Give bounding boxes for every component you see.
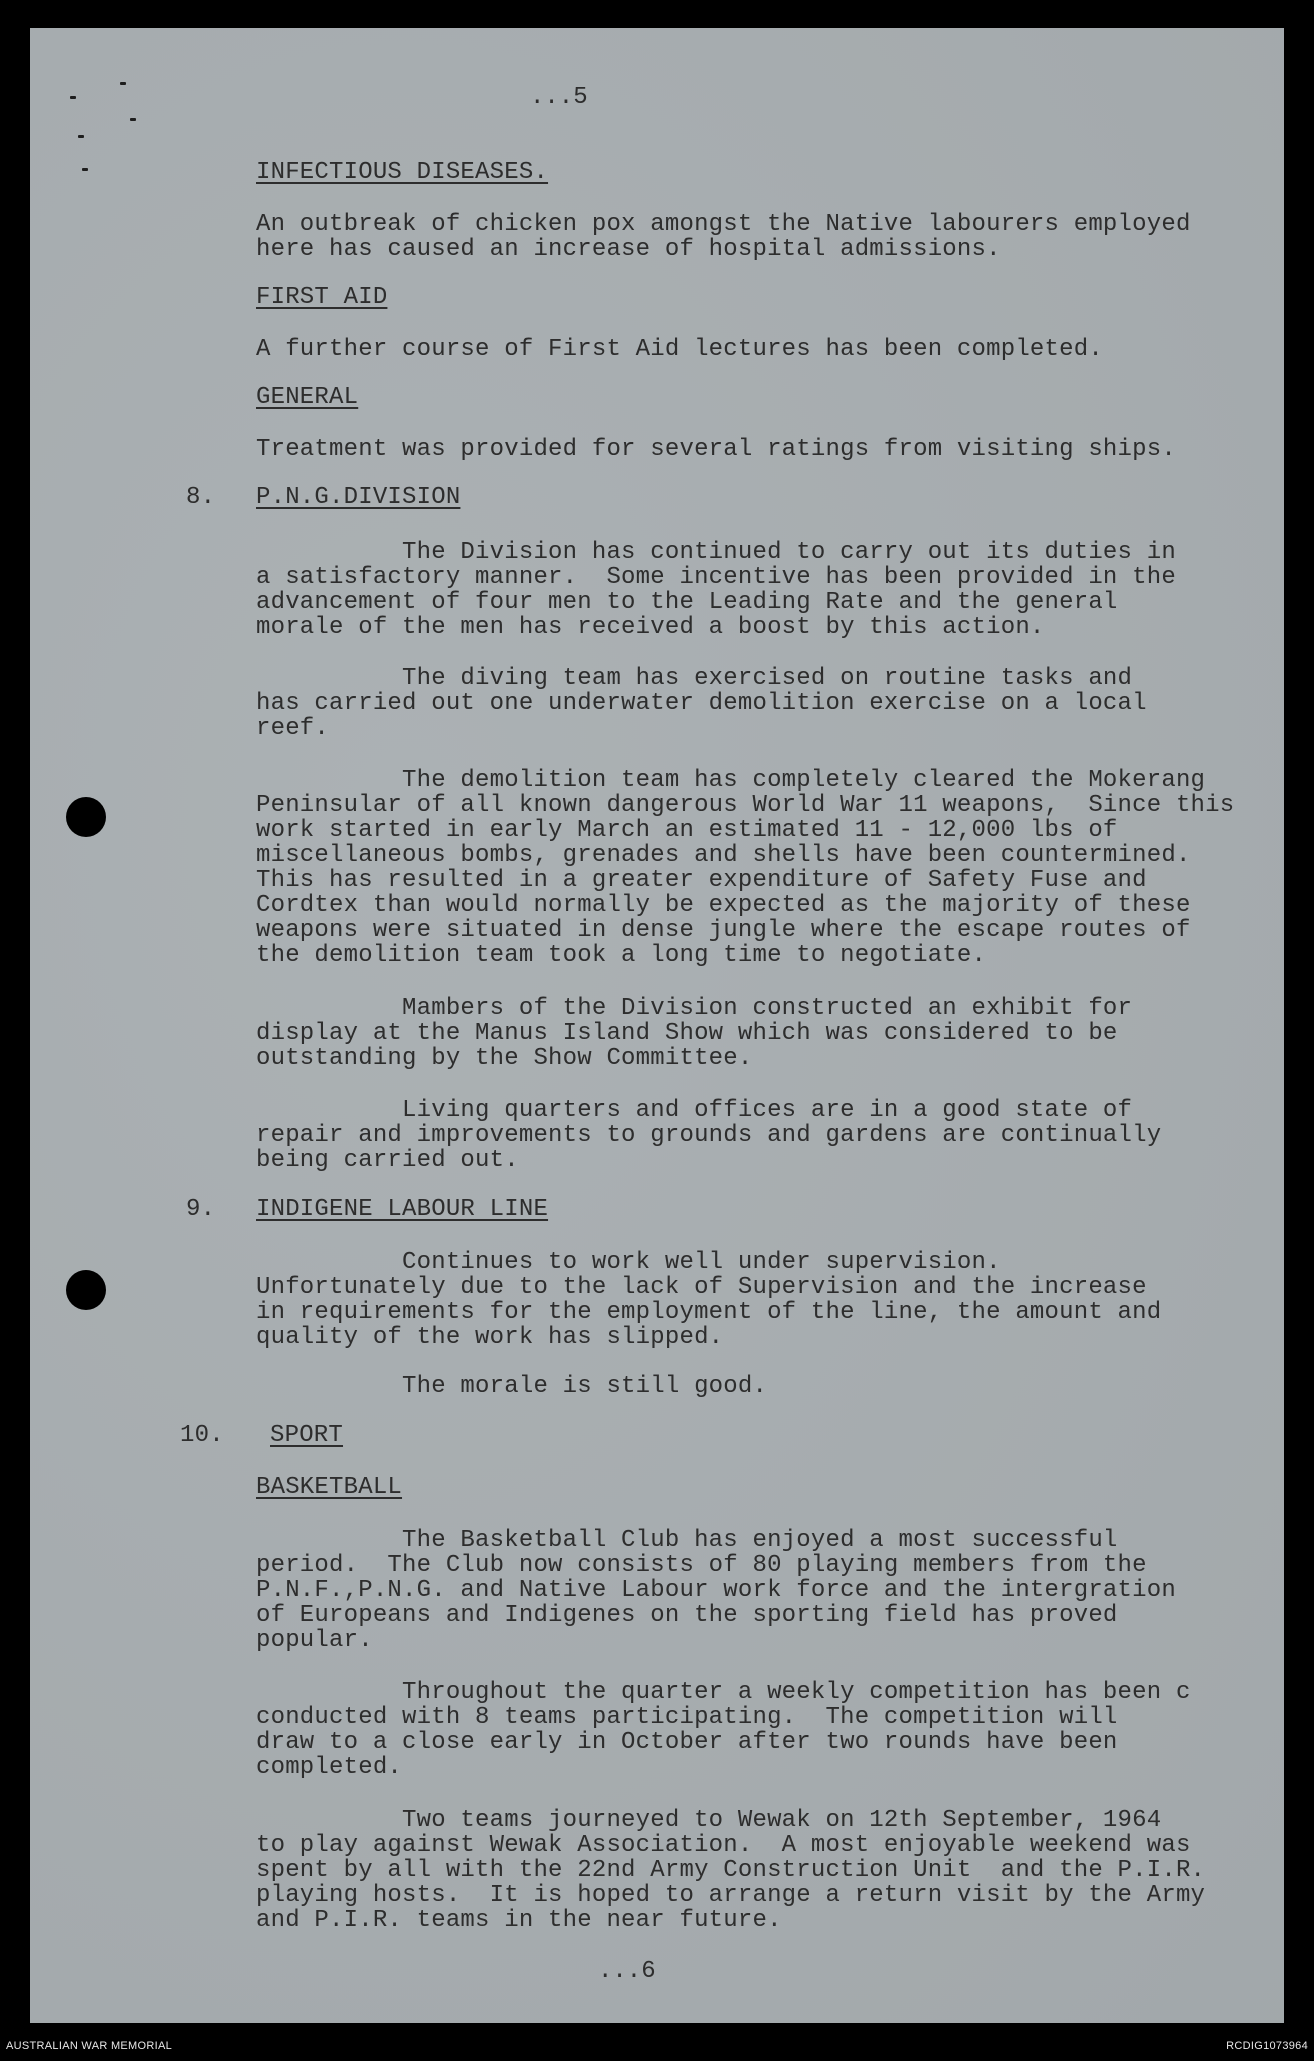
png-p2-line: The diving team has exercised on routine tasks and [256, 665, 1133, 692]
sport-p3-line: spent by all with the 22nd Army Construction Unit and the P.I.R. [256, 1857, 1206, 1884]
sport-p2-line: draw to a close early in October after two rounds have been [256, 1729, 1118, 1756]
png-p5-line: being carried out. [256, 1147, 519, 1174]
png-p3-line: work started in early March an estimated 11 - 12,000 lbs of [256, 817, 1118, 844]
punch-hole-lower [66, 1270, 106, 1310]
png-p3-line: Cordtex than would normally be expected as the majority of these [256, 892, 1191, 919]
staple-mark [78, 135, 84, 138]
sport-p1-line: P.N.F.,P.N.G. and Native Labour work force and the intergration [256, 1577, 1176, 1604]
staple-mark [120, 82, 126, 85]
heading-first-aid: FIRST AID [256, 284, 388, 311]
heading-general: GENERAL [256, 384, 359, 411]
footer-archive-name: AUSTRALIAN WAR MEMORIAL [6, 2040, 173, 2052]
sport-p1-line: period. The Club now consists of 80 playing members from the [256, 1552, 1147, 1579]
png-p1-line: advancement of four men to the Leading Rate and the general [256, 589, 1118, 616]
section-number-10: 10. [180, 1422, 224, 1449]
png-p1-line: The Division has continued to carry out its duties in [256, 539, 1176, 566]
heading-png-division: P.N.G.DIVISION [256, 484, 461, 511]
sport-p3-line: and P.I.R. teams in the near future. [256, 1907, 782, 1934]
indigene-p1-line: in requirements for the employment of the line, the amount and [256, 1299, 1162, 1326]
sport-p2-line: Throughout the quarter a weekly competition has been c [256, 1679, 1191, 1706]
staple-mark [82, 168, 88, 171]
png-p5-line: Living quarters and offices are in a good state of [256, 1097, 1133, 1124]
sport-p1-line: of Europeans and Indigenes on the sporting field has proved [256, 1602, 1118, 1629]
png-p3-line: miscellaneous bombs, grenades and shells have been countermined. [256, 842, 1191, 869]
footer-record-id: RCDIG1073964 [1226, 2040, 1308, 2052]
png-p3-line: This has resulted in a greater expenditure of Safety Fuse and [256, 867, 1147, 894]
indigene-p1-line: Unfortunately due to the lack of Supervision and the increase [256, 1274, 1147, 1301]
sport-p1-line: The Basketball Club has enjoyed a most successful [256, 1527, 1118, 1554]
page-marker-top: ...5 [530, 84, 588, 111]
png-p4-line: outstanding by the Show Committee. [256, 1045, 753, 1072]
infectious-line: here has caused an increase of hospital admissions. [256, 236, 1001, 263]
heading-indigene-labour-line: INDIGENE LABOUR LINE [256, 1196, 549, 1223]
png-p1-line: morale of the men has received a boost by this action. [256, 614, 1045, 641]
section-number-9: 9. [186, 1196, 216, 1223]
staple-mark [70, 96, 76, 99]
png-p3-line: the demolition team took a long time to negotiate. [256, 942, 987, 969]
png-p3-line: weapons were situated in dense jungle where the escape routes of [256, 917, 1191, 944]
sport-p2-line: completed. [256, 1754, 403, 1781]
section-number-8: 8. [186, 484, 216, 511]
sport-p3-line: to play against Wewak Association. A most enjoyable weekend was [256, 1832, 1191, 1859]
punch-hole-upper [66, 797, 106, 837]
png-p3-line: Peninsular of all known dangerous World War 11 weapons, Since this [256, 792, 1235, 819]
infectious-line: An outbreak of chicken pox amongst the Native labourers employed [256, 211, 1191, 238]
sport-p1-line: popular. [256, 1627, 373, 1654]
heading-sport: SPORT [270, 1422, 344, 1449]
sport-p3-line: playing hosts. It is hoped to arrange a return visit by the Army [256, 1882, 1206, 1909]
general-line: Treatment was provided for several ratings from visiting ships. [256, 436, 1176, 463]
png-p4-line: display at the Manus Island Show which was considered to be [256, 1020, 1118, 1047]
indigene-p1-line: quality of the work has slipped. [256, 1324, 724, 1351]
png-p3-line: The demolition team has completely cleared the Mokerang [256, 767, 1206, 794]
png-p2-line: has carried out one underwater demolition exercise on a local [256, 690, 1147, 717]
staple-mark [130, 118, 136, 121]
png-p4-line: Mambers of the Division constructed an exhibit for [256, 995, 1133, 1022]
sport-p2-line: conducted with 8 teams participating. The competition will [256, 1704, 1118, 1731]
heading-infectious-diseases: INFECTIOUS DISEASES. [256, 159, 549, 186]
png-p1-line: a satisfactory manner. Some incentive has been provided in the [256, 564, 1176, 591]
png-p2-line: reef. [256, 715, 330, 742]
png-p5-line: repair and improvements to grounds and gardens are continually [256, 1122, 1162, 1149]
sport-p3-line: Two teams journeyed to Wewak on 12th September, 1964 [256, 1807, 1162, 1834]
indigene-p2-line: The morale is still good. [256, 1373, 768, 1400]
first-aid-line: A further course of First Aid lectures has been completed. [256, 336, 1103, 363]
heading-basketball: BASKETBALL [256, 1474, 403, 1501]
page-marker-bottom: ...6 [598, 1958, 656, 1985]
indigene-p1-line: Continues to work well under supervision. [256, 1249, 1001, 1276]
